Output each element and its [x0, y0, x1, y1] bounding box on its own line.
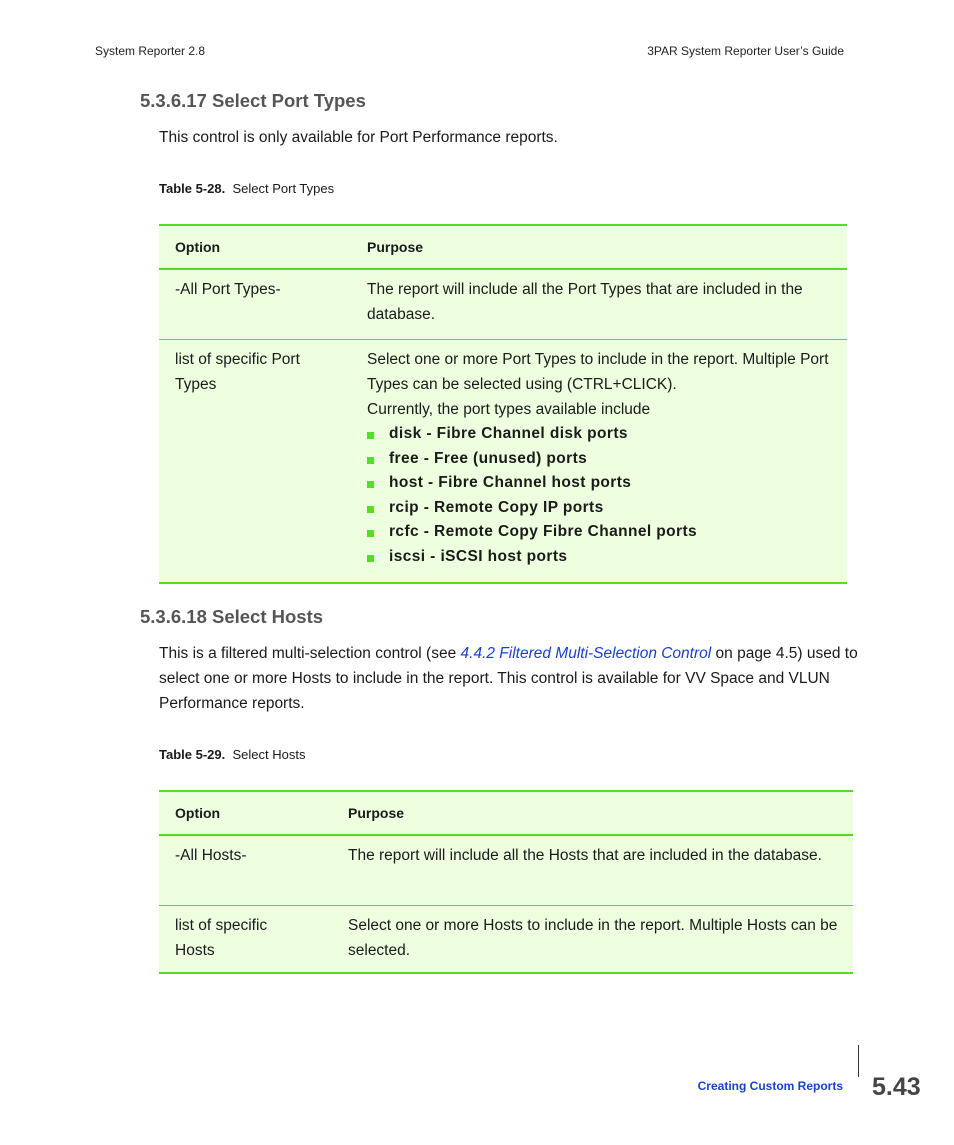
list-item: free - Free (unused) ports — [367, 447, 839, 472]
purpose-text: Select one or more Port Types to include in the report. Multiple Port Types can be selected using (CTRL+CLICK). — [367, 351, 829, 393]
bullet-square-icon — [367, 432, 374, 439]
list-item: host - Fibre Channel host ports — [367, 471, 839, 496]
table-caption-label: Table 5-29. — [159, 747, 226, 762]
table-row — [159, 835, 853, 906]
option-cell: -All Port Types- — [175, 281, 281, 298]
list-item: rcip - Remote Copy IP ports — [367, 496, 839, 521]
list-item: rcfc - Remote Copy Fibre Channel ports — [367, 520, 839, 545]
footer-divider — [858, 1045, 859, 1077]
option-cell: -All Hosts- — [175, 847, 247, 864]
section-heading-port-types: 5.3.6.17 Select Port Types — [140, 90, 366, 111]
purpose-cell: The report will include all the Hosts that are included in the database. — [348, 847, 822, 864]
option-cell: list of specific Port Types — [159, 340, 351, 583]
running-header-right: 3PAR System Reporter User’s Guide — [647, 44, 844, 58]
table-caption-title: Select Hosts — [232, 747, 306, 762]
chapter-footer-link[interactable]: Creating Custom Reports — [697, 1079, 843, 1093]
table-row — [159, 340, 847, 583]
section-intro-port-types: This control is only available for Port Performance reports. — [159, 129, 558, 146]
table-row — [159, 269, 847, 340]
bullet-square-icon — [367, 555, 374, 562]
cross-reference-link[interactable]: 4.4.2 Filtered Multi-Selection Control — [460, 645, 712, 662]
list-item: disk - Fibre Channel disk ports — [367, 422, 839, 447]
column-header-option: Option — [159, 791, 332, 835]
page-number: 5.43 — [872, 1073, 921, 1101]
table-caption-5-28 — [159, 181, 334, 196]
purpose-cell: The report will include all the Port Types that are included in the database. — [367, 281, 803, 323]
bullet-square-icon — [367, 481, 374, 488]
table-caption-label: Table 5-28. — [159, 181, 226, 196]
table-caption-5-29 — [159, 747, 305, 762]
column-header-purpose: Purpose — [332, 791, 853, 835]
hosts-table — [159, 790, 853, 974]
port-types-table — [159, 224, 847, 584]
port-type-list — [367, 422, 839, 570]
purpose-cell — [351, 340, 847, 583]
table-caption-title: Select Port Types — [232, 181, 335, 196]
list-item: iscsi - iSCSI host ports — [367, 545, 839, 570]
purpose-text: Currently, the port types available include — [367, 401, 651, 418]
column-header-purpose: Purpose — [351, 225, 847, 269]
running-header-left: System Reporter 2.8 — [95, 44, 206, 58]
section-heading-select-hosts: 5.3.6.18 Select Hosts — [140, 606, 324, 627]
section-intro-select-hosts: This is a filtered multi-selection control (see 4.4.2 Filtered Multi-Selection Control on page 4.5) used to select one or more Hosts to include in the report. This control is available for VV Space and VLUN Performance reports. — [159, 645, 858, 712]
column-header-option: Option — [159, 225, 351, 269]
purpose-cell: Select one or more Hosts to include in the report. Multiple Hosts can be selected. — [332, 906, 853, 974]
bullet-square-icon — [367, 530, 374, 537]
table-row — [159, 906, 853, 974]
option-cell: list of specific Hosts — [159, 906, 332, 974]
bullet-square-icon — [367, 506, 374, 513]
bullet-square-icon — [367, 457, 374, 464]
